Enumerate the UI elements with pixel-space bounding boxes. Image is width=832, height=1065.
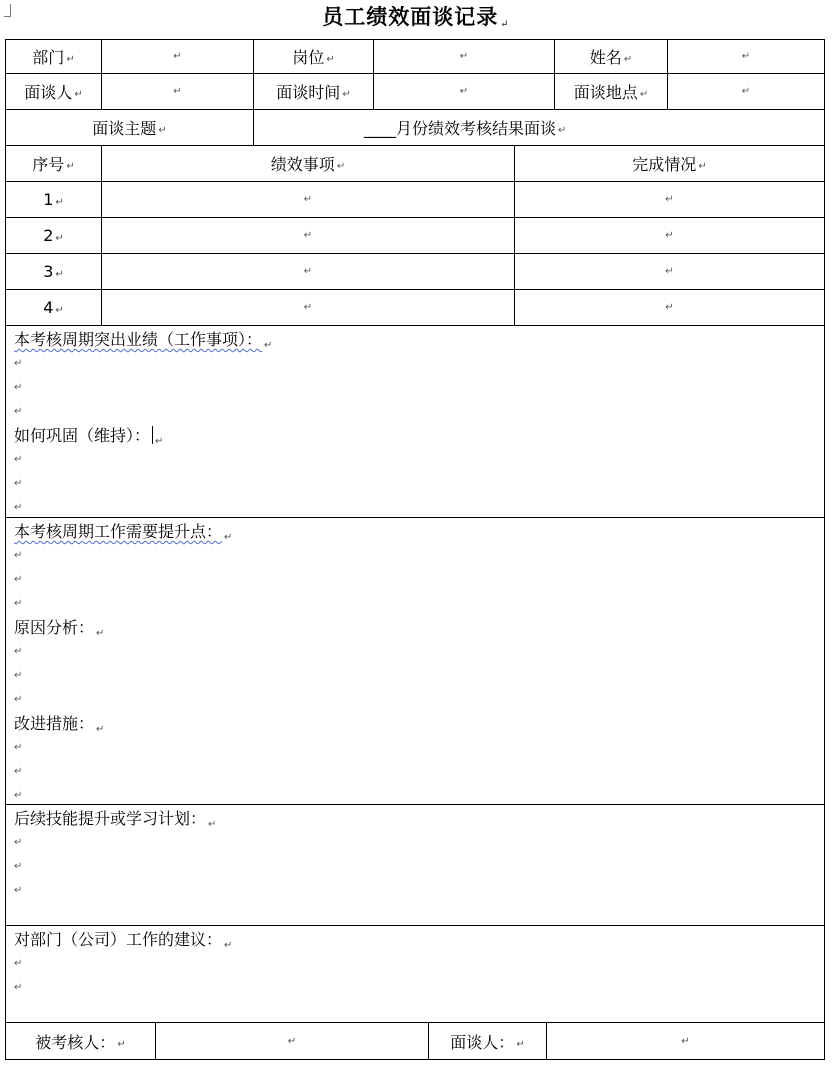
blank-line: ↵ — [14, 550, 23, 561]
achievements-heading: 本考核周期突出业绩（工作事项）： ↵ — [14, 330, 273, 351]
interview-location-label: 面谈地点 ↵ — [554, 74, 667, 109]
interviewer-signature-field[interactable]: ↵ — [546, 1023, 825, 1059]
interviewer-label: 面谈人 ↵ — [5, 74, 101, 109]
signature-row — [5, 1023, 825, 1060]
item-performance-cell[interactable]: ↵ — [101, 290, 514, 325]
item-number: 4 ↵ — [5, 290, 101, 325]
maintain-heading: 如何巩固（维持）： ↵ — [14, 426, 164, 447]
item-completion-cell[interactable]: ↵ — [514, 290, 825, 325]
name-label: 姓名 ↵ — [554, 40, 667, 73]
item-number: 3 ↵ — [5, 254, 101, 289]
blank-line: ↵ — [14, 766, 23, 777]
text-cursor — [152, 426, 153, 444]
blank-line: ↵ — [14, 982, 23, 993]
interview-time-label: 面谈时间 ↵ — [253, 74, 373, 109]
assessee-label: 被考核人： ↵ — [5, 1023, 155, 1059]
blank-line: ↵ — [14, 694, 23, 705]
blank-line: ↵ — [14, 861, 23, 872]
blank-line: ↵ — [14, 406, 23, 417]
blank-line: ↵ — [14, 502, 23, 513]
blank-line: ↵ — [14, 382, 23, 393]
table-row — [5, 254, 825, 290]
interviewer-signature-label: 面谈人： ↵ — [428, 1023, 546, 1059]
blank-line: ↵ — [14, 790, 23, 801]
improvement-measures-heading: 改进措施： ↵ — [14, 714, 105, 735]
info-row-1 — [5, 39, 825, 74]
item-number: 2 ↵ — [5, 218, 101, 253]
item-completion-cell[interactable]: ↵ — [514, 254, 825, 289]
department-value[interactable]: ↵ — [101, 40, 253, 73]
item-performance-cell[interactable]: ↵ — [101, 218, 514, 253]
learning-plan-section[interactable] — [5, 805, 825, 926]
interview-time-value[interactable]: ↵ — [373, 74, 554, 109]
suggestions-heading: 对部门（公司）工作的建议： ↵ — [14, 930, 233, 951]
table-row — [5, 218, 825, 254]
table-row — [5, 182, 825, 218]
items-header-performance-item: 绩效事项 ↵ — [101, 146, 514, 181]
subject-value[interactable]: ____月份绩效考核结果面谈 ↵ — [253, 110, 825, 145]
blank-line: ↵ — [14, 454, 23, 465]
department-label: 部门 ↵ — [5, 40, 101, 73]
blank-line: ↵ — [14, 478, 23, 489]
suggestions-section[interactable] — [5, 926, 825, 1023]
assessee-signature-field[interactable]: ↵ — [155, 1023, 428, 1059]
items-header-number: 序号 ↵ — [5, 146, 101, 181]
blank-line: ↵ — [14, 574, 23, 585]
blank-line: ↵ — [14, 598, 23, 609]
page-title: 员工绩效面谈记录 ↵ — [322, 4, 510, 30]
items-header-row — [5, 146, 825, 182]
item-performance-cell[interactable]: ↵ — [101, 254, 514, 289]
name-value[interactable]: ↵ — [667, 40, 825, 73]
interview-form-table — [5, 39, 825, 1060]
blank-line: ↵ — [14, 885, 23, 896]
info-row-2 — [5, 74, 825, 110]
blank-line: ↵ — [14, 958, 23, 969]
improvement-section[interactable] — [5, 518, 825, 805]
position-value[interactable]: ↵ — [373, 40, 554, 73]
blank-line: ↵ — [14, 670, 23, 681]
blank-line: ↵ — [14, 358, 23, 369]
items-header-completion: 完成情况 ↵ — [514, 146, 825, 181]
improvement-heading: 本考核周期工作需要提升点： ↵ — [14, 522, 233, 543]
item-completion-cell[interactable]: ↵ — [514, 182, 825, 217]
blank-line: ↵ — [14, 837, 23, 848]
blank-line: ↵ — [14, 646, 23, 657]
item-completion-cell[interactable]: ↵ — [514, 218, 825, 253]
position-label: 岗位 ↵ — [253, 40, 373, 73]
achievements-section[interactable] — [5, 326, 825, 518]
subject-row — [5, 110, 825, 146]
interview-location-value[interactable]: ↵ — [667, 74, 825, 109]
cause-analysis-heading: 原因分析： ↵ — [14, 618, 105, 639]
subject-label: 面谈主题 ↵ — [5, 110, 253, 145]
item-number: 1 ↵ — [5, 182, 101, 217]
blank-line: ↵ — [14, 742, 23, 753]
learning-plan-heading: 后续技能提升或学习计划： ↵ — [14, 809, 217, 830]
table-row — [5, 290, 825, 326]
interviewer-value[interactable]: ↵ — [101, 74, 253, 109]
item-performance-cell[interactable]: ↵ — [101, 182, 514, 217]
